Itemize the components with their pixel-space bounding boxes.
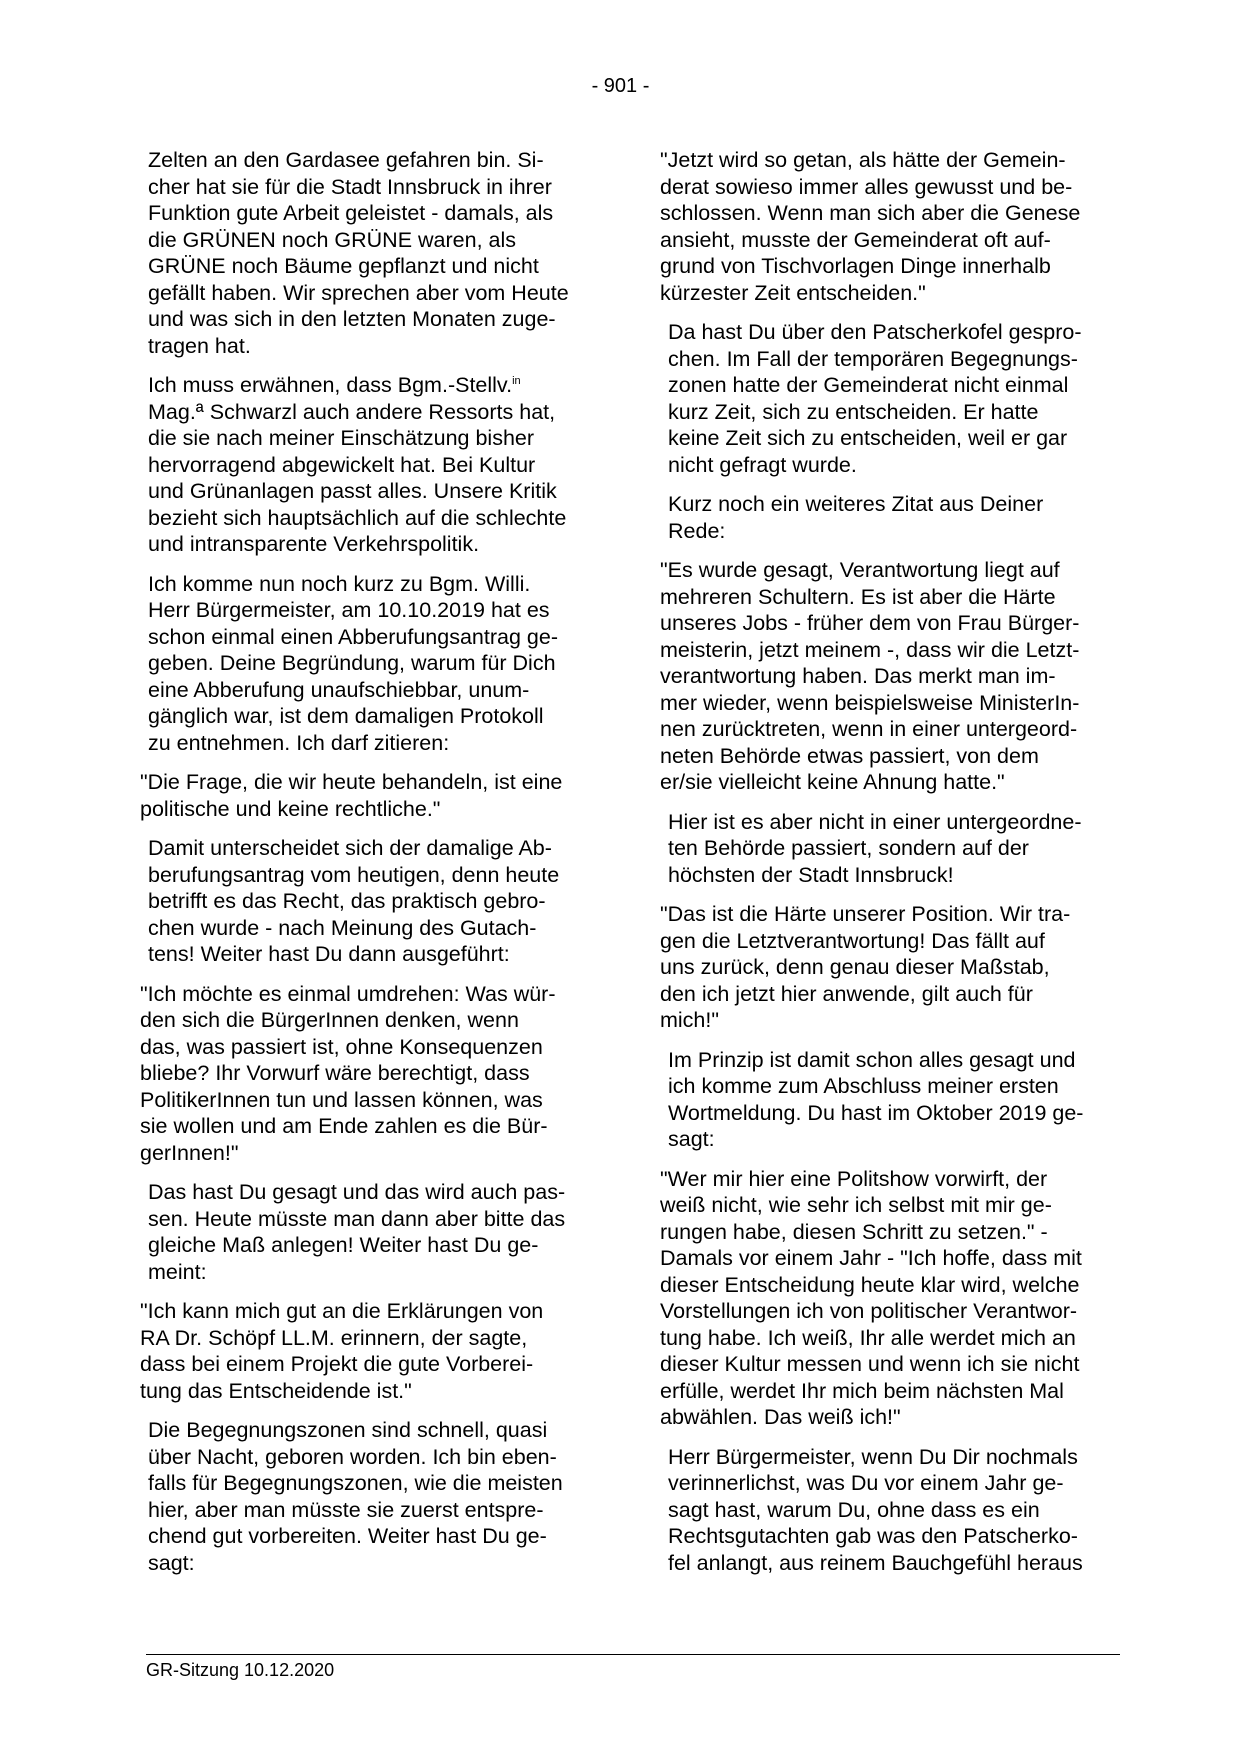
footer-divider: [146, 1654, 1120, 1655]
quote-paragraph: "Wer mir hier eine Politshow vorwirft, der weiß nicht, wie sehr ich selbst mit mir ge- rungen habe, diesen Schritt zu setzen." - Damals vor einem Jahr - "Ich hoffe, dass mit dieser Entscheidung heute klar wird, welche Vorstellungen ich von politischer Verantwor- tung habe. Ich weiß, Ihr alle werdet mich an dieser Kultur messen und wenn ich sie nicht erfülle, werdet Ihr mich beim nächsten Mal abwählen. Das weiß ich!": [660, 1166, 1082, 1429]
quote-paragraph: "Das ist die Härte unserer Position. Wir tra- gen die Letztverantwortung! Das fällt auf uns zurück, denn genau dieser Maßstab, den ich jetzt hier anwende, gilt auch für mich!": [660, 902, 1071, 1032]
paragraph: Zelten an den Gardasee gefahren bin. Si- cher hat sie für die Stadt Innsbruck in ihrer Funktion gute Arbeit geleistet - damals, als die GRÜNEN noch GRÜNE waren, als GRÜNE noch Bäume gepflanzt und nicht gefällt haben. Wir sprechen aber vom Heute und was sich in den letzten Monaten zuge- tragen hat.: [148, 148, 569, 358]
paragraph: Da hast Du über den Patscherkofel gespro- chen. Im Fall der temporären Begegnungs- zonen hatte der Gemeinderat nicht einmal kurz Zeit, sich zu entscheiden. Er hatte keine Zeit sich zu entscheiden, weil er gar nicht gefragt wurde.: [668, 320, 1082, 477]
paragraph: Im Prinzip ist damit schon alles gesagt und ich komme zum Abschluss meiner ersten Wortmeldung. Du hast im Oktober 2019 ge- sagt:: [668, 1047, 1084, 1151]
paragraph: Hier ist es aber nicht in einer untergeordne- ten Behörde passiert, sondern auf der höchsten der Stadt Innsbruck!: [668, 809, 1082, 887]
quote-paragraph: "Die Frage, die wir heute behandeln, ist eine politische und keine rechtliche.": [140, 770, 563, 821]
quote-paragraph: "Ich möchte es einmal umdrehen: Was wür- den sich die BürgerInnen denken, wenn das, was passiert ist, ohne Konsequenzen bliebe? Ihr Vorwurf wäre berechtigt, dass PolitikerInnen tun und lassen können, was sie wollen und am Ende zahlen es die Bür- gerInnen!": [140, 981, 556, 1165]
paragraph: Kurz noch ein weiteres Zitat aus Deiner Rede:: [668, 492, 1044, 543]
footer-text: GR-Sitzung 10.12.2020: [146, 1660, 335, 1680]
page-number: - 901 -: [591, 75, 650, 97]
superscript: in: [512, 374, 521, 387]
paragraph: Ich muss erwähnen, dass Bgm.-Stellv.$^{in}$ Mag.ª Schwarzl auch andere Ressorts hat, die sie nach meiner Einschätzung bisher hervorragend abgewickelt hat. Bei Kultur und Grünanlagen passt alles. Unsere Kritik bezieht sich hauptsächlich auf die schlechte und intransparente Verkehrspolitik.: [148, 373, 567, 556]
quote-paragraph: "Jetzt wird so getan, als hätte der Gemein- derat sowieso immer alles gewusst und be- schlossen. Wenn man sich aber die Genese ansieht, musste der Gemeinderat oft auf- grund von Tischvorlagen Dinge innerhalb kürzester Zeit entscheiden.": [660, 148, 1081, 305]
quote-paragraph: "Es wurde gesagt, Verantwortung liegt auf mehreren Schultern. Es ist aber die Härte unseres Jobs - früher dem von Frau Bürger- meisterin, jetzt meinem -, dass wir die Letzt- verantwortung haben. Das merkt man im- mer wieder, wenn beispielsweise MinisterIn- nen zurücktreten, wenn in einer untergeord- neten Behörde etwas passiert, von dem er/sie vielleicht keine Ahnung hatte.": [660, 558, 1080, 794]
paragraph: Ich komme nun noch kurz zu Bgm. Willi. Herr Bürgermeister, am 10.10.2019 hat es schon einmal einen Abberufungsantrag ge- geben. Deine Begründung, warum für Dich eine Abberufung unaufschiebbar, unum- gänglich war, ist dem damaligen Protokoll zu entnehmen. Ich darf zitieren:: [148, 571, 558, 755]
quote-paragraph: "Ich kann mich gut an die Erklärungen von RA Dr. Schöpf LL.M. erinnern, der sagte, dass bei einem Projekt die gute Vorberei- tung das Entscheidende ist.": [140, 1299, 544, 1403]
left-column: [140, 147, 610, 1589]
right-column: [660, 147, 1124, 1589]
paragraph: Das hast Du gesagt und das wird auch pas- sen. Heute müsste man dann aber bitte das gleiche Maß anlegen! Weiter hast Du ge- meint:: [148, 1180, 566, 1284]
paragraph: Herr Bürgermeister, wenn Du Dir nochmals verinnerlichst, was Du vor einem Jahr ge- sagt hast, warum Du, ohne dass es ein Rechtsgutachten gab was den Patscherko- fel anlangt, aus reinem Bauchgefühl heraus: [668, 1444, 1083, 1575]
paragraph: Damit unterscheidet sich der damalige Ab- berufungsantrag vom heutigen, denn heute betrifft es das Recht, das praktisch gebro- chen wurde - nach Meinung des Gutach- tens! Weiter hast Du dann ausgeführt:: [148, 836, 560, 966]
paragraph: Die Begegnungszonen sind schnell, quasi über Nacht, geboren worden. Ich bin eben- falls für Begegnungszonen, wie die meisten hier, aber man müsste sie zuerst entspre- chend gut vorbereiten. Weiter hast Du ge- sagt:: [148, 1418, 563, 1575]
